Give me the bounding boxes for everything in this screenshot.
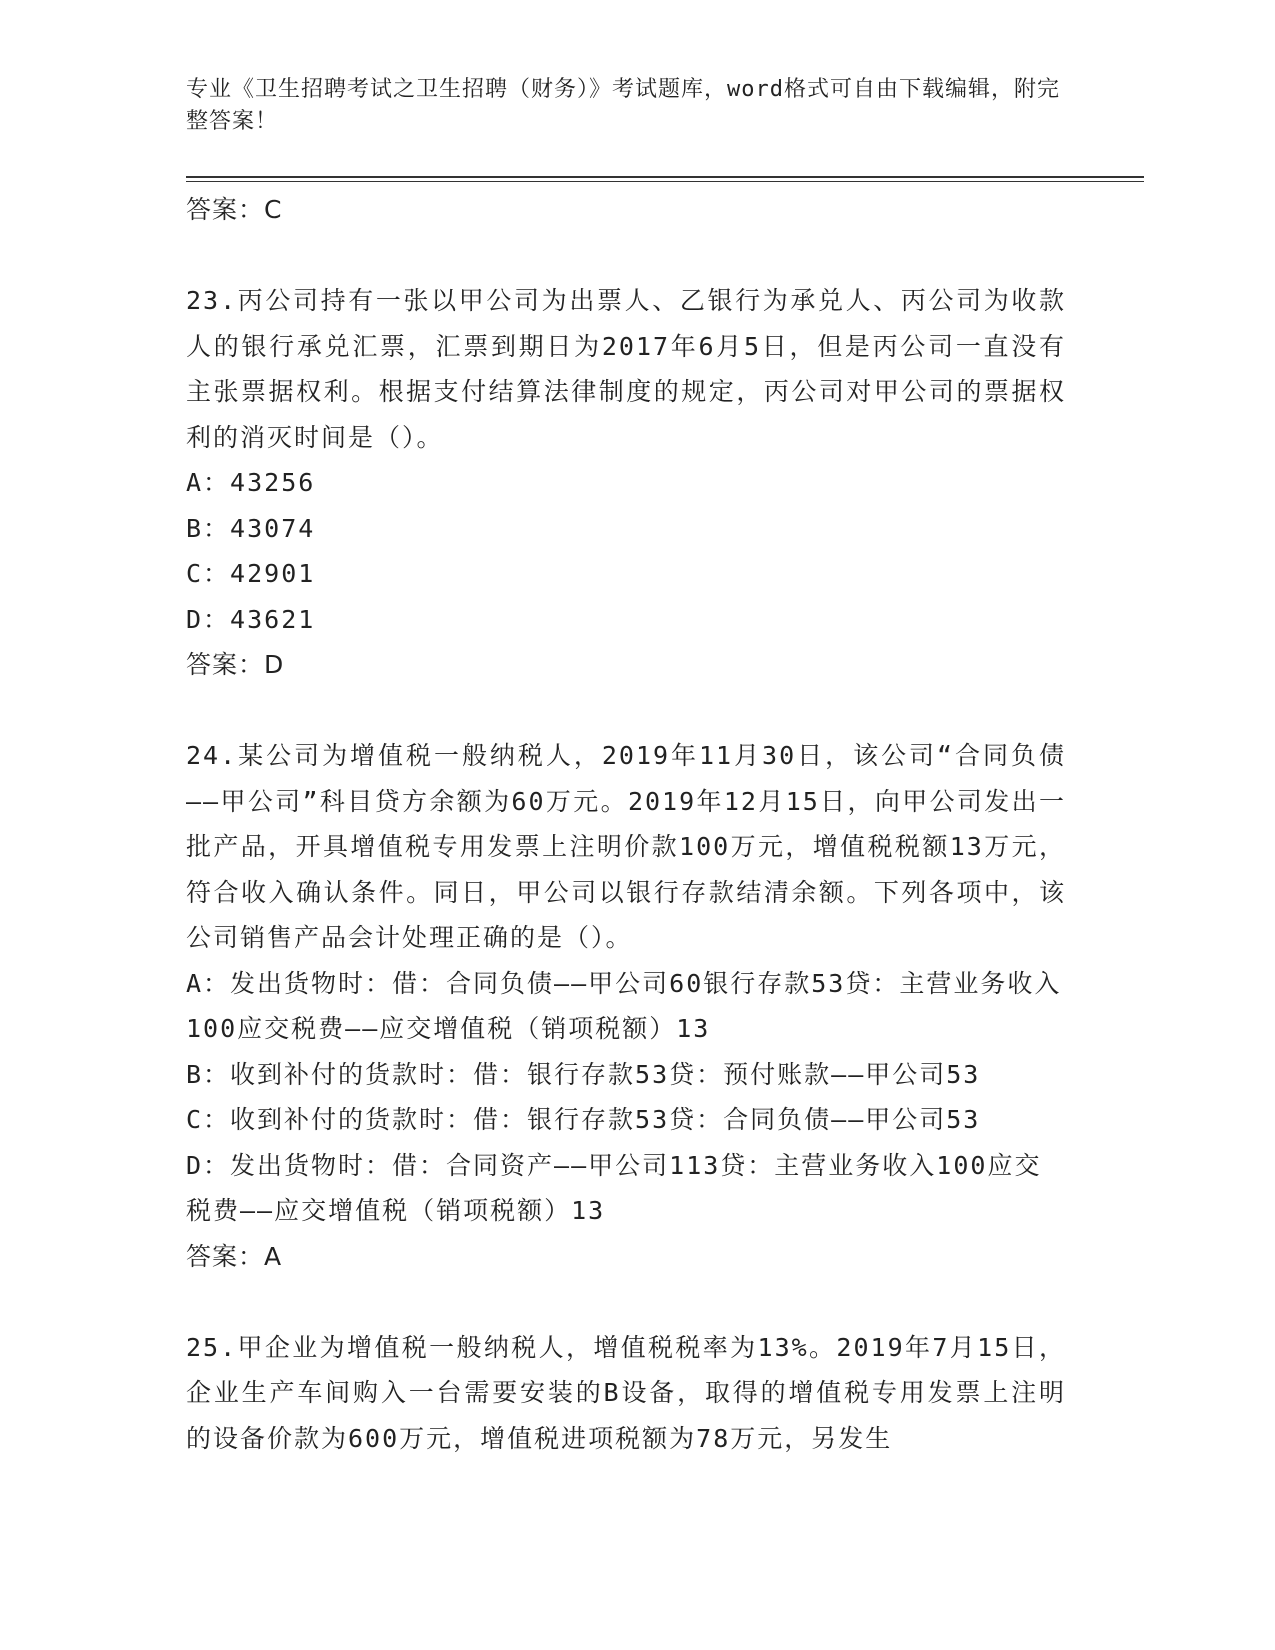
spacer: [186, 1279, 1066, 1325]
header-rule-thin: [186, 181, 1144, 182]
question-24: [186, 733, 1066, 1279]
spacer: [186, 688, 1066, 734]
question-23: [186, 278, 1066, 688]
option-b: B：收到补付的货款时：借：银行存款53贷：预付账款——甲公司53: [186, 1059, 981, 1089]
document-header: 专业《卫生招聘考试之卫生招聘（财务）》考试题库，word格式可自由下载编辑，附完整答案！: [186, 77, 1060, 134]
option-b: B：43074: [186, 513, 316, 543]
option-a: A：43256: [186, 468, 316, 497]
question-text: 23.丙公司持有一张以甲公司为出票人、乙银行为承兑人、丙公司为收款人的银行承兑汇票，汇票到期日为2017年6月5日，但是丙公司一直没有主张票据权利。根据支付结算法律制度的规定，丙公司对甲公司的票据权利的消灭时间是（）。: [186, 286, 1066, 452]
answer-line: 答案：A: [186, 1241, 283, 1271]
header-rule-thick: [186, 176, 1144, 178]
answer-line: 答案：C: [186, 195, 283, 224]
document-body: [186, 187, 1066, 1461]
spacer: [186, 233, 1066, 279]
question-text: 24.某公司为增值税一般纳税人，2019年11月30日，该公司“合同负债——甲公司”科目贷方余额为60万元。2019年12月15日，向甲公司发出一批产品，开具增值税专用发票上注明价款100万元，增值税税额13万元，符合收入确认条件。同日，甲公司以银行存款结清余额。下列各项中，该公司销售产品会计处理正确的是（）。: [186, 741, 1066, 952]
question-25: [186, 1325, 1066, 1462]
question-text: 25.甲企业为增值税一般纳税人，增值税税率为13%。2019年7月15日，企业生产车间购入一台需要安装的B设备，取得的增值税专用发票上注明的设备价款为600万元，增值税进项税额为78万元，另发生: [186, 1332, 1066, 1453]
option-c: C：42901: [186, 559, 316, 588]
option-c: C：收到补付的货款时：借：银行存款53贷：合同负债——甲公司53: [186, 1105, 981, 1134]
option-d: D：43621: [186, 604, 316, 634]
option-a: A：发出货物时：借：合同负债——甲公司60银行存款53贷：主营业务收入100应交税费——应交增值税（销项税额）13: [186, 968, 1062, 1043]
option-d: D：发出货物时：借：合同资产——甲公司113贷：主营业务收入100应交税费——应交增值税（销项税额）13: [186, 1150, 1042, 1225]
answer-line: 答案：D: [186, 650, 285, 679]
